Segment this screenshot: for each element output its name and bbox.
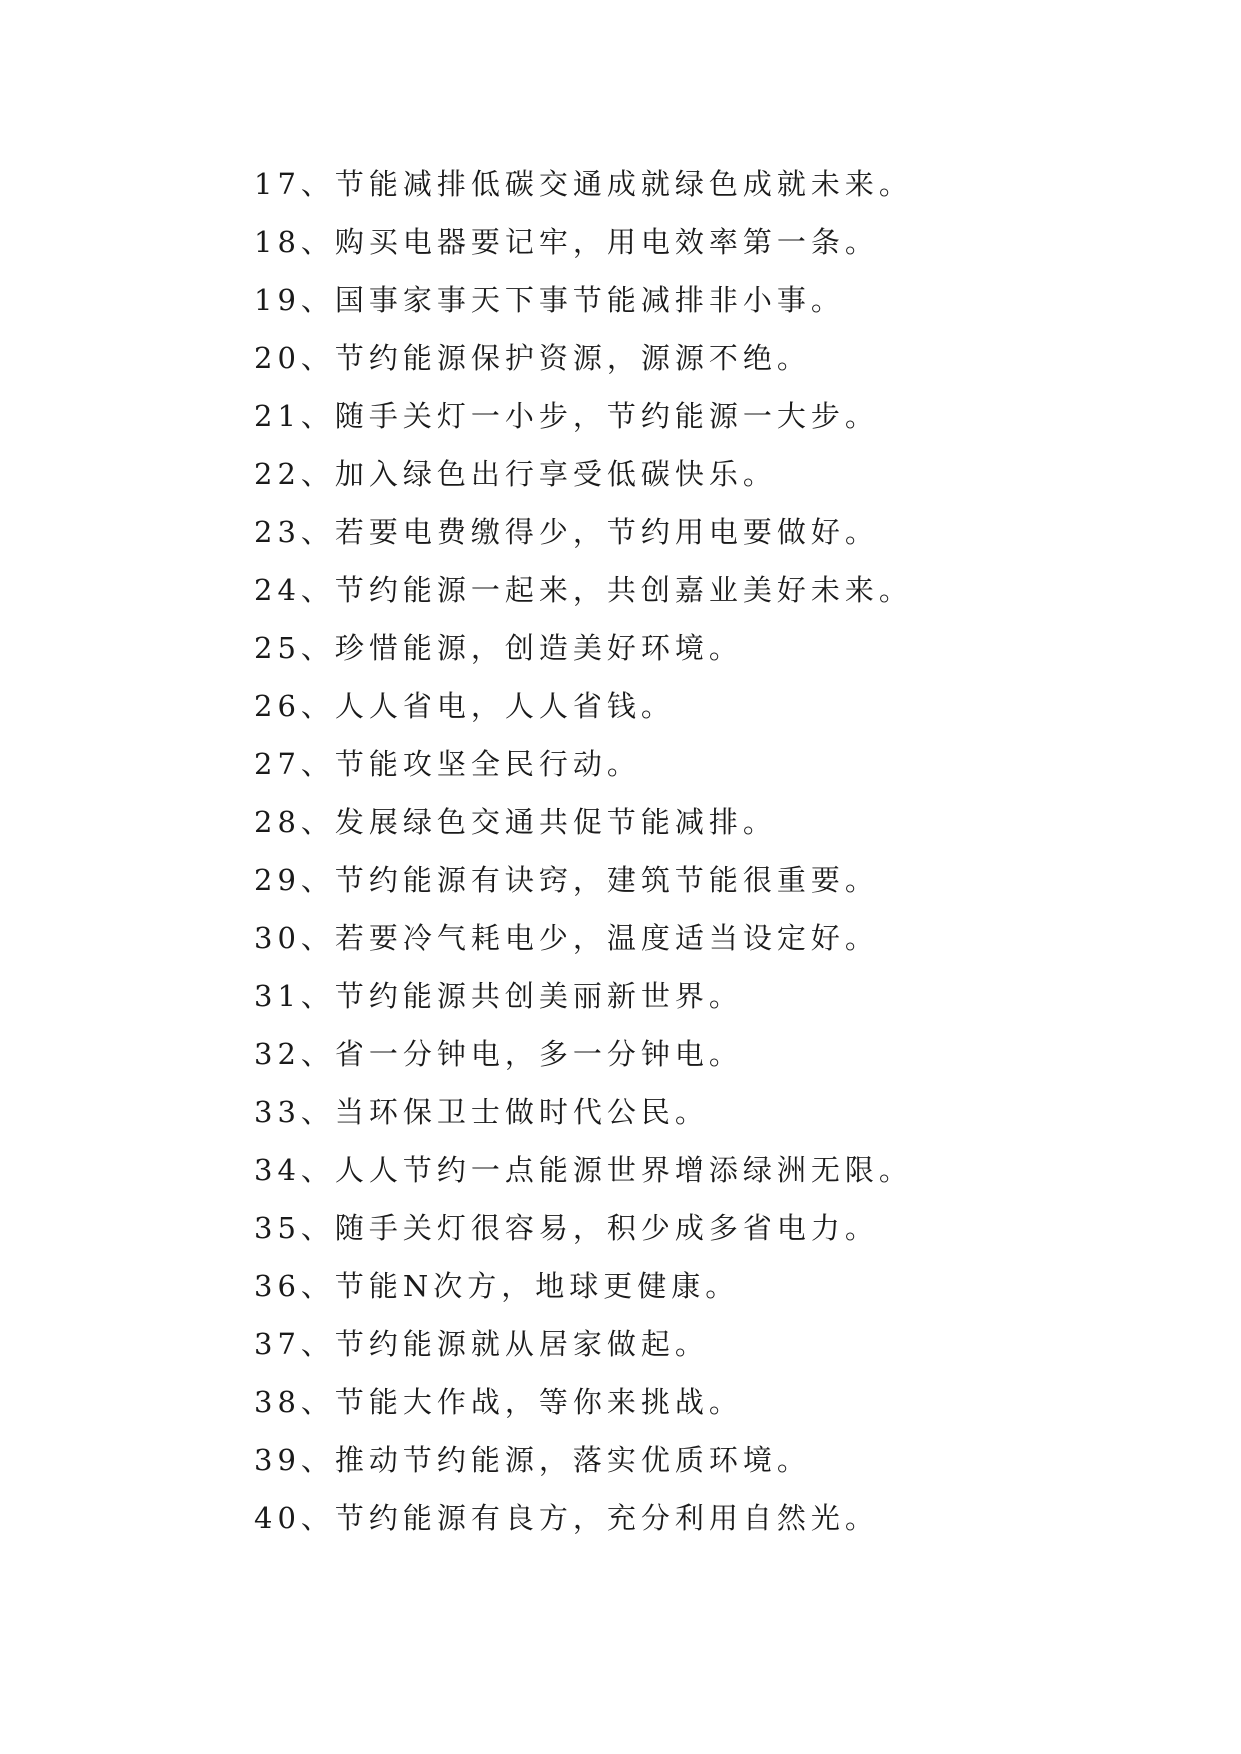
slogan-line: 26、人人省电，人人省钱。 <box>254 689 675 723</box>
slogan-line: 36、节能N次方，地球更健康。 <box>254 1269 740 1303</box>
slogan-line: 23、若要电费缴得少，节约用电要做好。 <box>254 515 879 549</box>
slogan-line: 32、省一分钟电，多一分钟电。 <box>254 1037 743 1071</box>
slogan-line: 30、若要冷气耗电少，温度适当设定好。 <box>254 921 879 955</box>
slogan-line: 17、节能减排低碳交通成就绿色成就未来。 <box>254 167 913 201</box>
slogan-line: 33、当环保卫士做时代公民。 <box>254 1095 709 1129</box>
slogan-list <box>254 160 913 1552</box>
slogan-line: 37、节约能源就从居家做起。 <box>254 1327 709 1361</box>
slogan-line: 19、国事家事天下事节能减排非小事。 <box>254 283 845 317</box>
slogan-line: 18、购买电器要记牢，用电效率第一条。 <box>254 225 879 259</box>
slogan-line: 24、节约能源一起来，共创嘉业美好未来。 <box>254 573 913 607</box>
slogan-line: 28、发展绿色交通共促节能减排。 <box>254 805 777 839</box>
slogan-line: 40、节约能源有良方，充分利用自然光。 <box>254 1501 879 1535</box>
slogan-line: 29、节约能源有诀窍，建筑节能很重要。 <box>254 863 879 897</box>
slogan-line: 34、人人节约一点能源世界增添绿洲无限。 <box>254 1153 913 1187</box>
slogan-line: 22、加入绿色出行享受低碳快乐。 <box>254 457 777 491</box>
slogan-line: 39、推动节约能源，落实优质环境。 <box>254 1443 811 1477</box>
slogan-line: 31、节约能源共创美丽新世界。 <box>254 979 743 1013</box>
slogan-line: 38、节能大作战，等你来挑战。 <box>254 1385 743 1419</box>
slogan-line: 27、节能攻坚全民行动。 <box>254 747 641 781</box>
slogan-line: 25、珍惜能源，创造美好环境。 <box>254 631 743 665</box>
slogan-line: 35、随手关灯很容易，积少成多省电力。 <box>254 1211 879 1245</box>
slogan-line: 21、随手关灯一小步，节约能源一大步。 <box>254 399 879 433</box>
slogan-line: 20、节约能源保护资源，源源不绝。 <box>254 341 811 375</box>
